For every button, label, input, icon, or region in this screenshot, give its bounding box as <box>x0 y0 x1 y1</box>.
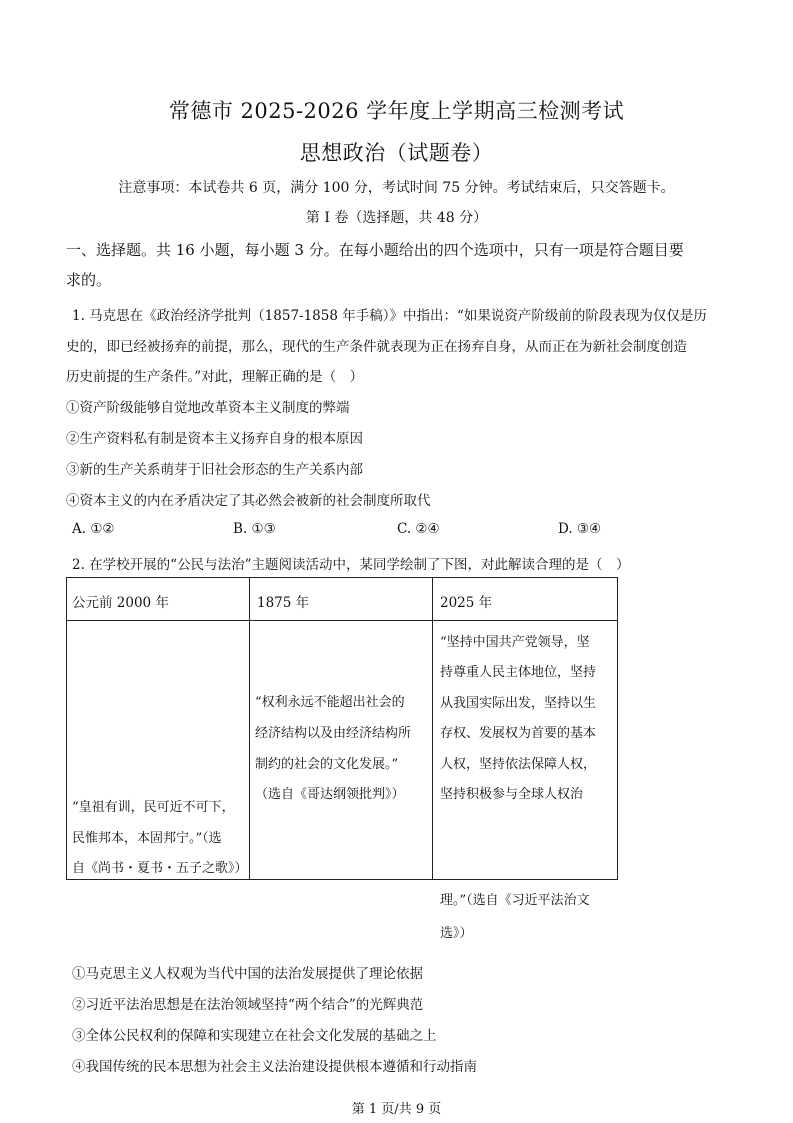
table-header-col-1: 公元前 2000 年 <box>72 595 169 611</box>
table-cell-col-1-line-3: 自《尚书・夏书・五子之歌》） <box>72 861 248 876</box>
q1-statement-3: ③新的生产关系萌芽于旧社会形态的生产关系内部 <box>66 462 363 478</box>
volume-heading: 第 I 卷（选择题，共 48 分） <box>305 210 488 226</box>
table-header-col-2: 1875 年 <box>257 595 310 611</box>
q1-option-c: C. ②④ <box>397 521 440 537</box>
q2-stem: 2. 在学校开展的“公民与法治”主题阅读活动中，某同学绘制了下图，对此解读合理的是（ ） <box>72 557 630 573</box>
section-instruction-line-1: 一、选择题。共 16 小题，每小题 3 分。在每小题给出的四个选项中，只有一项是符合题目要 <box>66 241 684 259</box>
q2-statement-1: ①马克思主义人权观为当代中国的法治发展提供了理论依据 <box>72 966 423 982</box>
section-instruction-line-2: 求的。 <box>66 271 112 289</box>
page-number: 第 1 页/共 9 页 <box>351 1102 442 1117</box>
q1-option-d: D. ③④ <box>558 521 602 537</box>
exam-title: 常德市 2025-2026 学年度上学期高三检测考试 <box>168 99 625 123</box>
table-cell-col-2-line-4: （选自《哥达纲领批判》） <box>255 787 405 802</box>
exam-subtitle: 思想政治（试题卷） <box>299 141 494 165</box>
exam-notice: 注意事项：本试卷共 6 页，满分 100 分，考试时间 75 分钟。考试结束后，只交答题卡。 <box>118 180 675 196</box>
q2-statement-2: ②习近平法治思想是在法治领域坚持“两个结合”的光辉典范 <box>72 997 424 1013</box>
table-header-col-3: 2025 年 <box>440 595 493 611</box>
q1-stem-line-1: 1. 马克思在《政治经济学批判（1857-1858 年手稿）》中指出：“如果说资产阶级前的阶段表现为仅仅是历 <box>72 308 707 324</box>
table-cell-col-3-line-1: “坚持中国共产党领导，坚 <box>440 635 590 650</box>
table-cell-col-2-line-3: 制约的社会的文化发展。” <box>255 757 399 772</box>
q1-statement-4: ④资本主义的内在矛盾决定了其必然会被新的社会制度所取代 <box>66 493 431 509</box>
q2-statement-3: ③全体公民权利的保障和实现建立在社会文化发展的基础之上 <box>72 1028 437 1044</box>
table-cell-col-2-line-2: 经济结构以及由经济结构所 <box>255 726 412 741</box>
table-cell-col-3-line-4: 存权、发展权为首要的基本 <box>440 726 597 741</box>
table-cell-col-3-line-5: 人权，坚持依法保障人权， <box>440 757 597 772</box>
table-cell-col-1-line-2: 民惟邦本，本固邦宁。”（选 <box>72 831 222 846</box>
table-cell-col-2-line-1: “权利永远不能超出社会的 <box>255 695 405 710</box>
q1-stem-line-2: 史的，即已经被扬弃的前提，那么，现代的生产条件就表现为正在扬弃自身，从而正在为新社会制度创造 <box>66 339 687 355</box>
q1-statement-2: ②生产资料私有制是资本主义扬弃自身的根本原因 <box>66 431 363 447</box>
table-overflow-line-1: 理。”（选自《习近平法治文 <box>440 893 590 908</box>
table-cell-col-3-line-6: 坚持积极参与全球人权治 <box>440 787 584 802</box>
table-cell-col-1-line-1: “皇祖有训，民可近不可下， <box>72 800 235 815</box>
table-cell-col-3-line-2: 持尊重人民主体地位，坚持 <box>440 665 597 680</box>
table-cell-col-3-line-3: 从我国实际出发，坚持以生 <box>440 696 597 711</box>
q1-statement-1: ①资产阶级能够自觉地改革资本主义制度的弊端 <box>66 400 350 416</box>
table-overflow-line-2: 选》） <box>440 926 473 941</box>
q1-option-a: A. ①② <box>72 521 115 537</box>
q1-stem-line-3: 历史前提的生产条件。”对此，理解正确的是（ ） <box>66 369 364 385</box>
q2-statement-4: ④我国传统的民本思想为社会主义法治建设提供根本遵循和行动指南 <box>72 1059 477 1075</box>
q1-option-b: B. ①③ <box>233 521 276 537</box>
